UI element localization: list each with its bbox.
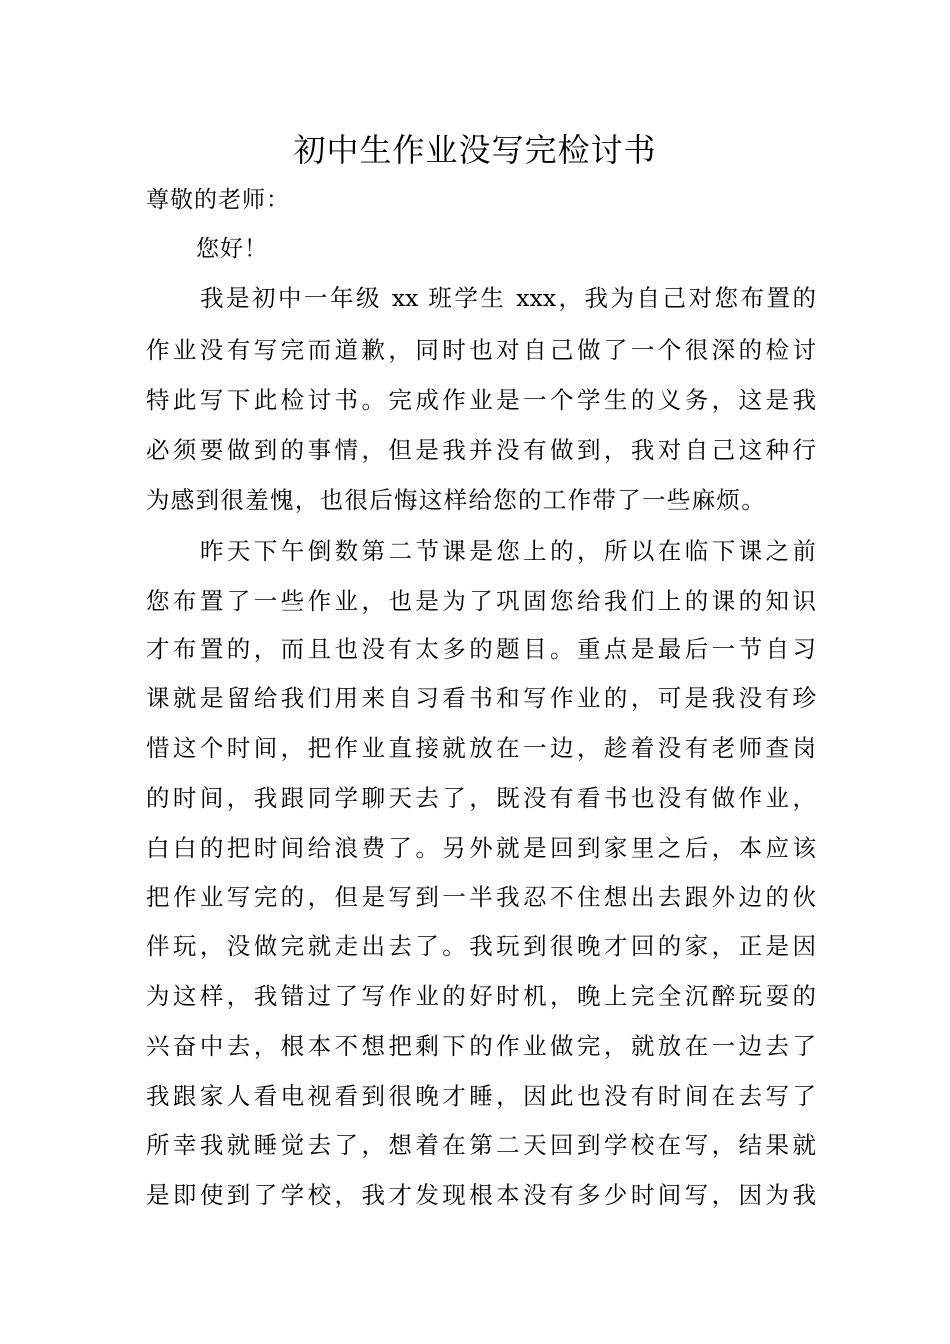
body-line: 昨天下午倒数第二节课是您上的，所以在临下课之前 [200, 537, 816, 565]
body-line: 白白的把时间给浪费了。另外就是回到家里之后，本应该 [146, 834, 816, 862]
body-line: 惜这个时间，把作业直接就放在一边，趁着没有老师查岗 [146, 734, 816, 762]
body-line: 我跟家人看电视看到很晚才睡，因此也没有时间在去写了 [146, 1082, 816, 1110]
body-line: 所幸我就睡觉去了，想着在第二天回到学校在写，结果就 [146, 1131, 816, 1159]
body-line: 课就是留给我们用来自习看书和写作业的，可是我没有珍 [146, 684, 816, 712]
greeting: 您好！ [196, 236, 268, 262]
body-line: 必须要做到的事情，但是我并没有做到，我对自己这种行 [146, 436, 816, 464]
body-line: 我是初中一年级 xx 班学生 xxx，我为自己对您布置的 [200, 284, 816, 312]
body-line: 兴奋中去，根本不想把剩下的作业做完，就放在一边去了 [146, 1032, 816, 1060]
body-line: 为感到很羞愧，也很后悔这样给您的工作带了一些麻烦。 [146, 486, 766, 514]
body-line: 作业没有写完而道歉，同时也对自己做了一个很深的检讨 [146, 336, 816, 364]
body-line: 的时间，我跟同学聊天去了，既没有看书也没有做作业， [146, 784, 816, 812]
body-line: 是即使到了学校，我才发现根本没有多少时间写，因为我 [146, 1181, 816, 1209]
body-line: 您布置了一些作业，也是为了巩固您给我们上的课的知识 [146, 587, 816, 615]
document-title: 初中生作业没写完检讨书 [293, 131, 657, 169]
body-line: 把作业写完的，但是写到一半我忍不住想出去跟外边的伙 [146, 883, 816, 911]
body-line: 伴玩，没做完就走出去了。我玩到很晚才回的家，正是因 [146, 932, 816, 960]
body-line: 为这样，我错过了写作业的好时机，晚上完全沉醉玩耍的 [146, 982, 816, 1010]
body-line: 特此写下此检讨书。完成作业是一个学生的义务，这是我 [146, 386, 816, 414]
body-line: 才布置的，而且也没有太多的题目。重点是最后一节自习 [146, 635, 816, 663]
salutation: 尊敬的老师： [146, 187, 290, 213]
